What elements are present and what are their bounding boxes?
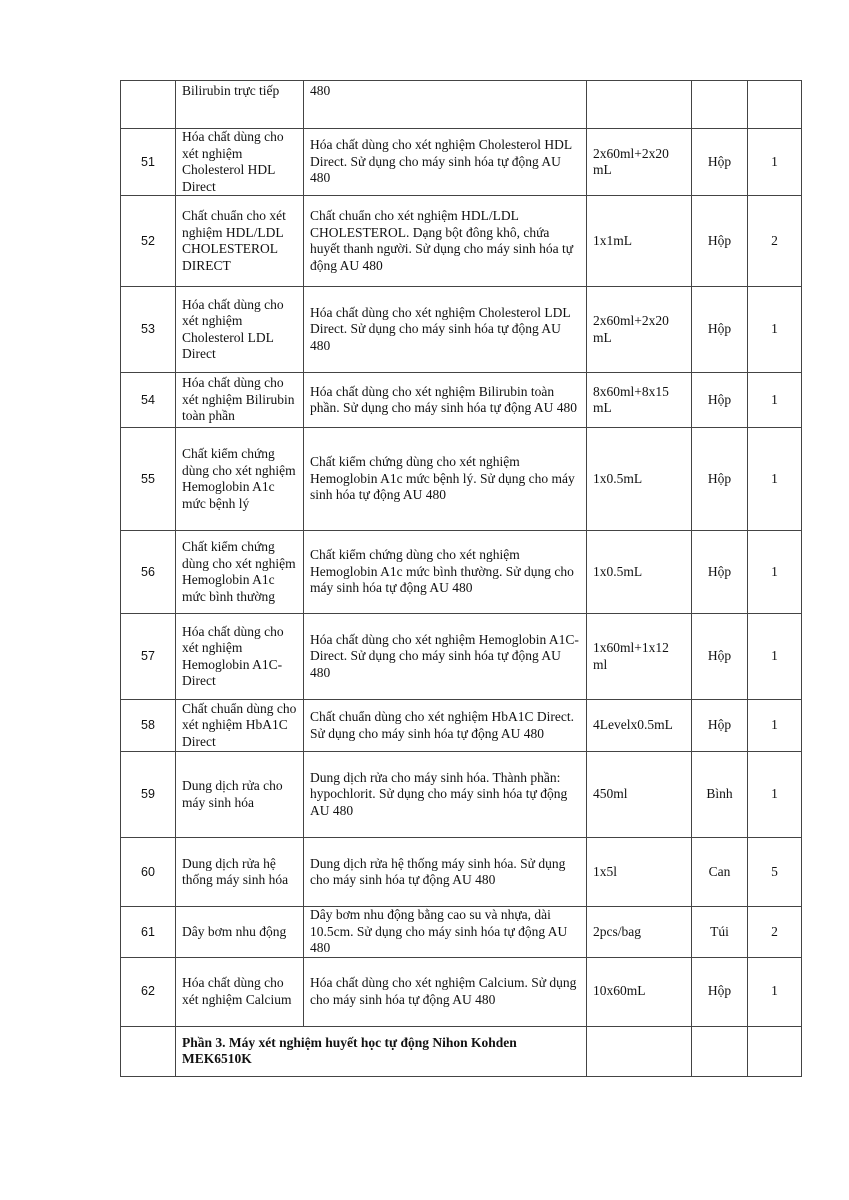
quantity-cell: 1 [748,373,802,428]
unit-cell [692,81,748,129]
item-name-cell: Chất kiểm chứng dùng cho xét nghiệm Hemoglobin A1c mức bệnh lý [176,428,304,531]
quantity-cell: 1 [748,700,802,752]
item-name-cell: Chất chuẩn cho xét nghiệm HDL/LDL CHOLESTEROL DIRECT [176,196,304,287]
item-name-cell: Bilirubin trực tiếp [176,81,304,129]
unit-cell: Hộp [692,287,748,373]
item-description-cell: Dây bơm nhu động bằng cao su và nhựa, dài 10.5cm. Sử dụng cho máy sinh hóa tự động AU 480 [304,907,587,958]
unit-cell: Bình [692,752,748,838]
packaging-cell: 2pcs/bag [587,907,692,958]
unit-cell: Hộp [692,700,748,752]
quantity-cell: 1 [748,614,802,700]
stt-cell: 60 [121,838,176,907]
table-row [121,196,802,287]
table-row [121,907,802,958]
table-row [121,752,802,838]
stt-cell [121,81,176,129]
item-name-cell: Chất kiểm chứng dùng cho xét nghiệm Hemoglobin A1c mức bình thường [176,531,304,614]
item-description-cell: Hóa chất dùng cho xét nghiệm Cholesterol LDL Direct. Sử dụng cho máy sinh hóa tự động AU 480 [304,287,587,373]
table-row [121,700,802,752]
stt-cell: 54 [121,373,176,428]
item-description-cell: Dung dịch rửa cho máy sinh hóa. Thành phần: hypochlorit. Sử dụng cho máy sinh hóa tự động AU 480 [304,752,587,838]
item-description-cell: Hóa chất dùng cho xét nghiệm Cholesterol HDL Direct. Sử dụng cho máy sinh hóa tự động AU 480 [304,129,587,196]
item-name-cell: Hóa chất dùng cho xét nghiệm Calcium [176,957,304,1026]
stt-cell: 53 [121,287,176,373]
item-description-cell: Chất kiểm chứng dùng cho xét nghiệm Hemoglobin A1c mức bệnh lý. Sử dụng cho máy sinh hóa tự động AU 480 [304,428,587,531]
section-title: Phần 3. Máy xét nghiệm huyết học tự động Nihon Kohden MEK6510K [176,1026,587,1076]
stt-cell: 62 [121,957,176,1026]
table-row [121,287,802,373]
packaging-cell: 1x0.5mL [587,531,692,614]
packaging-cell: 4Levelx0.5mL [587,700,692,752]
unit-cell: Hộp [692,531,748,614]
unit-cell: Hộp [692,614,748,700]
stt-cell: 57 [121,614,176,700]
table-row [121,129,802,196]
unit-cell: Can [692,838,748,907]
item-description-cell: 480 [304,81,587,129]
stt-cell: 61 [121,907,176,958]
item-name-cell: Chất chuẩn dùng cho xét nghiệm HbA1C Direct [176,700,304,752]
stt-cell [121,1026,176,1076]
table-row [121,81,802,129]
stt-cell: 58 [121,700,176,752]
section-row [121,1026,802,1076]
quantity-cell: 2 [748,196,802,287]
quantity-cell [748,81,802,129]
quantity-cell: 1 [748,428,802,531]
unit-cell: Hộp [692,957,748,1026]
quantity-cell: 1 [748,531,802,614]
stt-cell: 59 [121,752,176,838]
item-description-cell: Hóa chất dùng cho xét nghiệm Bilirubin toàn phần. Sử dụng cho máy sinh hóa tự động AU 480 [304,373,587,428]
quantity-cell: 5 [748,838,802,907]
unit-cell: Túi [692,907,748,958]
table-row [121,531,802,614]
quantity-cell: 2 [748,907,802,958]
packaging-cell: 1x60ml+1x12 ml [587,614,692,700]
quantity-cell: 1 [748,752,802,838]
packaging-cell: 8x60ml+8x15 mL [587,373,692,428]
stt-cell: 56 [121,531,176,614]
table-row [121,614,802,700]
unit-cell [692,1026,748,1076]
table-row [121,838,802,907]
item-name-cell: Dây bơm nhu động [176,907,304,958]
item-name-cell: Hóa chất dùng cho xét nghiệm Hemoglobin A1C-Direct [176,614,304,700]
quantity-cell: 1 [748,129,802,196]
packaging-cell: 1x1mL [587,196,692,287]
item-description-cell: Chất kiểm chứng dùng cho xét nghiệm Hemoglobin A1c mức bình thường. Sử dụng cho máy sinh hóa tự động AU 480 [304,531,587,614]
item-name-cell: Dung dịch rửa cho máy sinh hóa [176,752,304,838]
packaging-cell: 10x60mL [587,957,692,1026]
item-description-cell: Hóa chất dùng cho xét nghiệm Calcium. Sử dụng cho máy sinh hóa tự động AU 480 [304,957,587,1026]
packaging-cell [587,1026,692,1076]
packaging-cell: 1x0.5mL [587,428,692,531]
stt-cell: 52 [121,196,176,287]
item-name-cell: Hóa chất dùng cho xét nghiệm Cholesterol HDL Direct [176,129,304,196]
quantity-cell: 1 [748,287,802,373]
item-description-cell: Chất chuẩn cho xét nghiệm HDL/LDL CHOLESTEROL. Dạng bột đông khô, chứa huyết thanh người. Sử dụng cho máy sinh hóa tự động AU 480 [304,196,587,287]
table-row [121,373,802,428]
unit-cell: Hộp [692,196,748,287]
quantity-cell [748,1026,802,1076]
unit-cell: Hộp [692,129,748,196]
item-description-cell: Dung dịch rửa hệ thống máy sinh hóa. Sử dụng cho máy sinh hóa tự động AU 480 [304,838,587,907]
stt-cell: 55 [121,428,176,531]
item-description-cell: Hóa chất dùng cho xét nghiệm Hemoglobin A1C-Direct. Sử dụng cho máy sinh hóa tự động AU 480 [304,614,587,700]
packaging-cell: 450ml [587,752,692,838]
quantity-cell: 1 [748,957,802,1026]
item-name-cell: Hóa chất dùng cho xét nghiệm Bilirubin toàn phần [176,373,304,428]
table-row [121,957,802,1026]
supplies-table [120,80,802,1077]
stt-cell: 51 [121,129,176,196]
item-name-cell: Dung dịch rửa hệ thống máy sinh hóa [176,838,304,907]
unit-cell: Hộp [692,373,748,428]
item-name-cell: Hóa chất dùng cho xét nghiệm Cholesterol LDL Direct [176,287,304,373]
table-row [121,428,802,531]
packaging-cell [587,81,692,129]
packaging-cell: 1x5l [587,838,692,907]
item-description-cell: Chất chuẩn dùng cho xét nghiệm HbA1C Direct. Sử dụng cho máy sinh hóa tự động AU 480 [304,700,587,752]
packaging-cell: 2x60ml+2x20 mL [587,129,692,196]
unit-cell: Hộp [692,428,748,531]
packaging-cell: 2x60ml+2x20 mL [587,287,692,373]
